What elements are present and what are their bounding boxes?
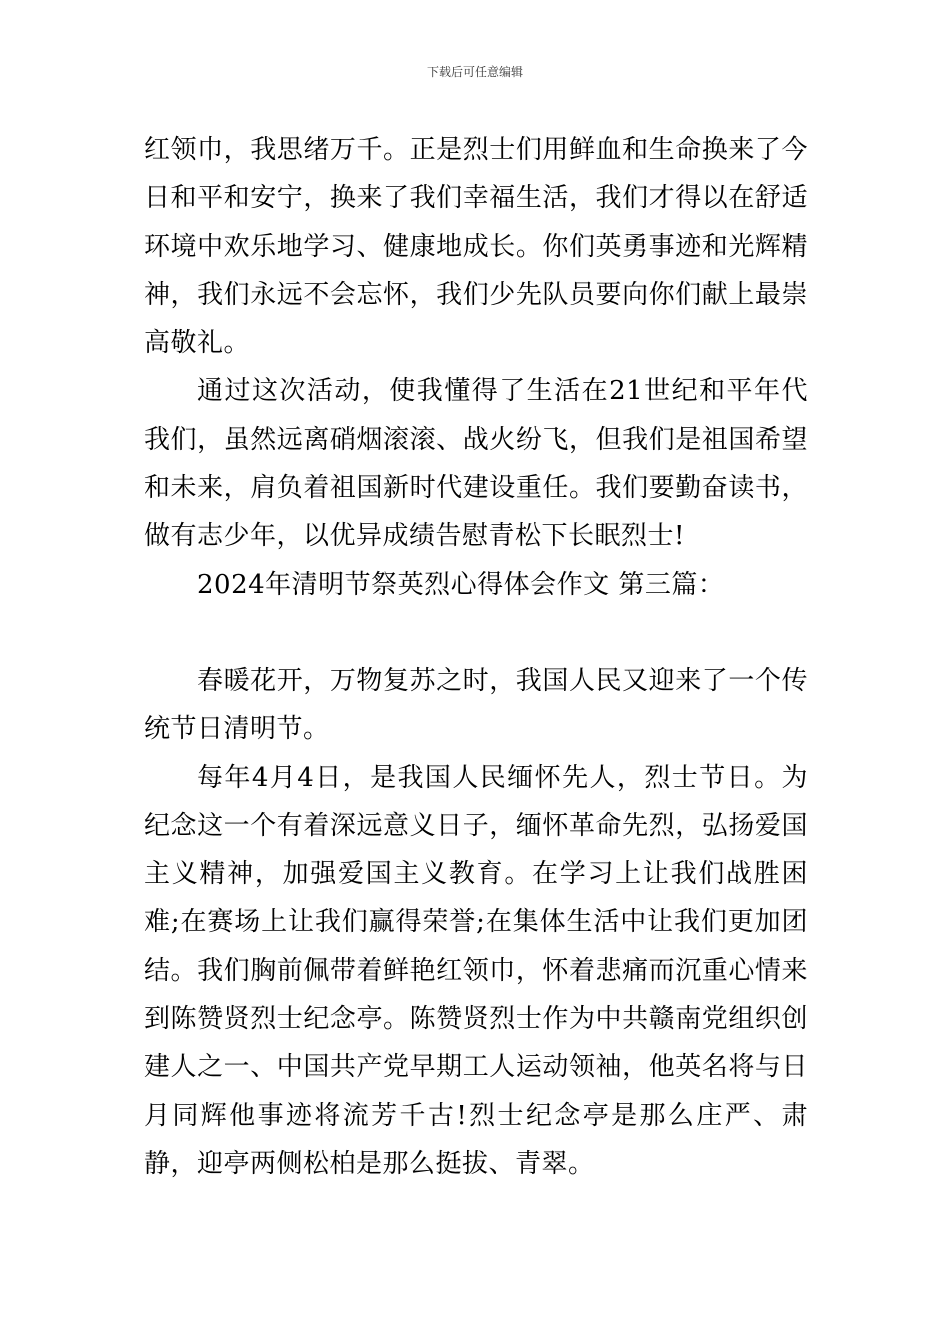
paragraph-continuation: 红领巾，我思绪万千。正是烈士们用鲜血和生命换来了今日和平和安宁，换来了我们幸福生活，我们才得以在舒适环境中欢乐地学习、健康地成长。你们英勇事迹和光辉精神，我们永远不会忘怀，我们少先队员要向你们献上最崇高敬礼。 [144, 135, 808, 359]
paragraph-qingming-memorial: 每年4月4日，是我国人民缅怀先人，烈士节日。为纪念这一个有着深远意义日子，缅怀革命先烈，弘扬爱国主义精神，加强爱国主义教育。在学习上让我们战胜困难;在赛场上让我们赢得荣誉;在集体生活中让我们更加团结。我们胸前佩带着鲜艳红领巾，怀着悲痛而沉重心情来到陈赞贤烈士纪念亭。陈赞贤烈士作为中共赣南党组织创建人之一、中国共产党早期工人运动领袖，他英名将与日月同辉他事迹将流芳千古!烈士纪念亭是那么庄严、肃静，迎亭两侧松柏是那么挺拔、青翠。 [144, 762, 808, 1179]
blank-line [144, 609, 808, 657]
document-body [144, 126, 808, 1188]
section-heading-third-essay: 2024年清明节祭英烈心得体会作文 第三篇： [197, 569, 725, 600]
paragraph-spring-intro: 春暖花开，万物复苏之时，我国人民又迎来了一个传统节日清明节。 [144, 665, 808, 745]
page-header-note: 下载后可任意编辑 [426, 65, 523, 79]
paragraph-activity-reflection: 通过这次活动，使我懂得了生活在21世纪和平年代我们，虽然远离硝烟滚滚、战火纷飞，但我们是祖国希望和未来，肩负着祖国新时代建设重任。我们要勤奋读书，做有志少年，以优异成绩告慰青松下长眠烈士! [144, 376, 808, 552]
